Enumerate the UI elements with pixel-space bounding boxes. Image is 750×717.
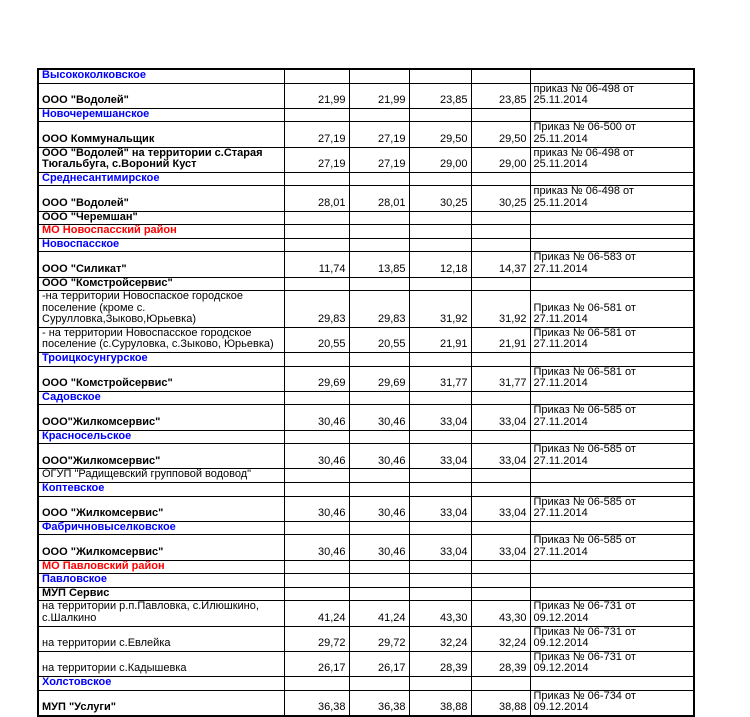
cell-tariff-2: 29,83 — [349, 291, 409, 328]
cell-name: на территории с.Кадышевка — [38, 651, 284, 676]
table-row — [38, 496, 694, 521]
cell-tariff-3: 29,50 — [409, 122, 471, 147]
cell-tariff-3: 30,25 — [409, 186, 471, 211]
cell-tariff-3: 31,92 — [409, 291, 471, 328]
cell-name: Новочеремшанское — [38, 108, 284, 122]
cell-tariff-2 — [349, 108, 409, 122]
cell-order-reference — [530, 277, 694, 291]
cell-order-reference: Приказ № 06-581 от 27.11.2014 — [530, 327, 694, 352]
cell-tariff-1 — [284, 430, 349, 444]
table-row — [38, 366, 694, 391]
cell-order-reference: Приказ № 06-734 от 09.12.2014 — [530, 690, 694, 716]
cell-order-reference: Приказ № 06-731 от 09.12.2014 — [530, 651, 694, 676]
cell-tariff-2: 30,46 — [349, 444, 409, 469]
cell-name: ООО"Жилкомсервис" — [38, 405, 284, 430]
table-row — [38, 444, 694, 469]
cell-tariff-4: 29,00 — [471, 147, 530, 172]
cell-tariff-1: 30,46 — [284, 496, 349, 521]
cell-order-reference — [530, 225, 694, 239]
cell-tariff-1: 30,46 — [284, 444, 349, 469]
table-row — [38, 391, 694, 405]
cell-name: Павловское — [38, 574, 284, 588]
cell-order-reference — [530, 574, 694, 588]
cell-tariff-4: 31,77 — [471, 366, 530, 391]
cell-tariff-3 — [409, 469, 471, 483]
cell-tariff-2 — [349, 69, 409, 83]
table-row — [38, 601, 694, 626]
table-row — [38, 69, 694, 83]
cell-tariff-4 — [471, 391, 530, 405]
cell-order-reference — [530, 211, 694, 225]
cell-tariff-1 — [284, 391, 349, 405]
cell-name: -на территории Новоспаское городское поселение (кроме с. Сурулловка,Зыково,Юрьевка) — [38, 291, 284, 328]
cell-tariff-2: 30,46 — [349, 405, 409, 430]
cell-order-reference: Приказ № 06-731 от 09.12.2014 — [530, 601, 694, 626]
table-row — [38, 122, 694, 147]
cell-order-reference — [530, 238, 694, 252]
cell-tariff-3 — [409, 430, 471, 444]
cell-tariff-1: 30,46 — [284, 535, 349, 560]
cell-tariff-3: 38,88 — [409, 690, 471, 716]
cell-name: Новоспасское — [38, 238, 284, 252]
cell-name: - на территории Новоспасское городское поселение (с.Суруловка, с.Зыково, Юрьевка) — [38, 327, 284, 352]
cell-tariff-2 — [349, 587, 409, 601]
cell-tariff-1 — [284, 469, 349, 483]
cell-tariff-3: 32,24 — [409, 626, 471, 651]
cell-order-reference: Приказ № 06-585 от 27.11.2014 — [530, 444, 694, 469]
cell-tariff-3 — [409, 277, 471, 291]
cell-tariff-2 — [349, 574, 409, 588]
cell-tariff-1: 27,19 — [284, 122, 349, 147]
table-row — [38, 186, 694, 211]
table-row — [38, 587, 694, 601]
cell-tariff-4: 23,85 — [471, 83, 530, 108]
cell-order-reference — [530, 353, 694, 367]
cell-tariff-4 — [471, 560, 530, 574]
table-row — [38, 676, 694, 690]
table-row — [38, 560, 694, 574]
cell-tariff-3: 28,39 — [409, 651, 471, 676]
cell-tariff-1 — [284, 560, 349, 574]
cell-tariff-3 — [409, 225, 471, 239]
cell-tariff-1: 11,74 — [284, 252, 349, 277]
cell-order-reference — [530, 521, 694, 535]
cell-tariff-1: 28,01 — [284, 186, 349, 211]
cell-tariff-2: 30,46 — [349, 535, 409, 560]
cell-tariff-4 — [471, 108, 530, 122]
cell-tariff-1: 26,17 — [284, 651, 349, 676]
cell-tariff-4: 28,39 — [471, 651, 530, 676]
cell-tariff-3: 43,30 — [409, 601, 471, 626]
cell-tariff-2: 41,24 — [349, 601, 409, 626]
cell-order-reference: Приказ № 06-581 от 27.11.2014 — [530, 366, 694, 391]
cell-order-reference: Приказ № 06-585 от 27.11.2014 — [530, 405, 694, 430]
cell-tariff-1: 36,38 — [284, 690, 349, 716]
cell-tariff-4 — [471, 353, 530, 367]
cell-tariff-1 — [284, 587, 349, 601]
cell-order-reference: Приказ № 06-500 от 25.11.2014 — [530, 122, 694, 147]
cell-name: Холстовское — [38, 676, 284, 690]
cell-name: Троицкосунгурское — [38, 353, 284, 367]
table-row — [38, 277, 694, 291]
cell-order-reference — [530, 587, 694, 601]
cell-name: МУП Сервис — [38, 587, 284, 601]
cell-tariff-1: 27,19 — [284, 147, 349, 172]
tariff-table — [37, 68, 695, 717]
cell-tariff-1: 29,72 — [284, 626, 349, 651]
cell-name: ООО"Жилкомсервис" — [38, 444, 284, 469]
cell-tariff-4 — [471, 430, 530, 444]
cell-tariff-1: 29,69 — [284, 366, 349, 391]
cell-tariff-2: 30,46 — [349, 496, 409, 521]
cell-tariff-4 — [471, 69, 530, 83]
cell-tariff-4: 33,04 — [471, 496, 530, 521]
cell-tariff-3: 12,18 — [409, 252, 471, 277]
table-row — [38, 83, 694, 108]
cell-tariff-4 — [471, 521, 530, 535]
cell-name: ООО "Водолей" — [38, 186, 284, 211]
cell-tariff-4 — [471, 277, 530, 291]
cell-tariff-4: 30,25 — [471, 186, 530, 211]
cell-tariff-4: 43,30 — [471, 601, 530, 626]
cell-tariff-4: 32,24 — [471, 626, 530, 651]
cell-tariff-3 — [409, 521, 471, 535]
table-row — [38, 225, 694, 239]
cell-tariff-3 — [409, 587, 471, 601]
cell-tariff-2 — [349, 225, 409, 239]
cell-name: МО Новоспасский район — [38, 225, 284, 239]
cell-tariff-1 — [284, 676, 349, 690]
cell-name: Коптевское — [38, 483, 284, 497]
table-row — [38, 651, 694, 676]
cell-name: на территории р.п.Павловка, с.Илюшкино, с.Шалкино — [38, 601, 284, 626]
cell-name: на территории с.Евлейка — [38, 626, 284, 651]
table-row — [38, 690, 694, 716]
cell-tariff-2 — [349, 521, 409, 535]
cell-tariff-3: 21,91 — [409, 327, 471, 352]
cell-name: ООО "Силикат" — [38, 252, 284, 277]
cell-tariff-2: 29,72 — [349, 626, 409, 651]
tariff-table-body — [38, 69, 694, 716]
table-row — [38, 521, 694, 535]
cell-tariff-2 — [349, 560, 409, 574]
cell-tariff-4 — [471, 587, 530, 601]
cell-name: ООО "Жилкомсервис" — [38, 496, 284, 521]
cell-name: ООО "Водолей" — [38, 83, 284, 108]
cell-tariff-1 — [284, 69, 349, 83]
cell-tariff-4 — [471, 225, 530, 239]
cell-order-reference — [530, 676, 694, 690]
cell-tariff-3 — [409, 172, 471, 186]
cell-tariff-1: 30,46 — [284, 405, 349, 430]
cell-order-reference: Приказ № 06-585 от 27.11.2014 — [530, 535, 694, 560]
cell-order-reference: приказ № 06-498 от 25.11.2014 — [530, 186, 694, 211]
cell-tariff-2: 26,17 — [349, 651, 409, 676]
cell-tariff-2: 36,38 — [349, 690, 409, 716]
table-row — [38, 211, 694, 225]
table-row — [38, 469, 694, 483]
cell-name: Высококолковское — [38, 69, 284, 83]
cell-tariff-3 — [409, 574, 471, 588]
cell-tariff-4: 31,92 — [471, 291, 530, 328]
cell-name: МО Павловский район — [38, 560, 284, 574]
cell-tariff-2: 13,85 — [349, 252, 409, 277]
cell-tariff-3 — [409, 560, 471, 574]
cell-tariff-2 — [349, 353, 409, 367]
cell-name: Фабричновыселковское — [38, 521, 284, 535]
cell-order-reference — [530, 560, 694, 574]
cell-name: ООО "Жилкомсервис" — [38, 535, 284, 560]
cell-tariff-3: 33,04 — [409, 496, 471, 521]
cell-tariff-1 — [284, 108, 349, 122]
cell-tariff-1: 41,24 — [284, 601, 349, 626]
table-row — [38, 574, 694, 588]
cell-tariff-1 — [284, 521, 349, 535]
cell-tariff-1: 20,55 — [284, 327, 349, 352]
cell-order-reference: Приказ № 06-581 от 27.11.2014 — [530, 291, 694, 328]
table-row — [38, 626, 694, 651]
cell-tariff-3: 31,77 — [409, 366, 471, 391]
cell-tariff-4: 21,91 — [471, 327, 530, 352]
cell-name: ООО "Водолей" на территории с.Старая Тюгальбуга, с.Вороний Куст — [38, 147, 284, 172]
table-row — [38, 238, 694, 252]
cell-order-reference — [530, 430, 694, 444]
cell-tariff-3 — [409, 238, 471, 252]
cell-tariff-3 — [409, 353, 471, 367]
cell-tariff-2: 20,55 — [349, 327, 409, 352]
cell-order-reference: приказ № 06-498 от 25.11.2014 — [530, 83, 694, 108]
cell-order-reference: Приказ № 06-585 от 27.11.2014 — [530, 496, 694, 521]
cell-order-reference: приказ № 06-498 от 25.11.2014 — [530, 147, 694, 172]
cell-order-reference: Приказ № 06-583 от 27.11.2014 — [530, 252, 694, 277]
cell-tariff-3 — [409, 483, 471, 497]
cell-tariff-2 — [349, 483, 409, 497]
table-row — [38, 252, 694, 277]
cell-tariff-4: 14,37 — [471, 252, 530, 277]
cell-name: Садовское — [38, 391, 284, 405]
cell-tariff-4: 33,04 — [471, 405, 530, 430]
cell-tariff-1 — [284, 574, 349, 588]
cell-name: ООО Коммунальщик — [38, 122, 284, 147]
cell-tariff-2 — [349, 676, 409, 690]
cell-name: Среднесантимирское — [38, 172, 284, 186]
cell-tariff-3: 29,00 — [409, 147, 471, 172]
cell-tariff-4 — [471, 574, 530, 588]
cell-tariff-1 — [284, 172, 349, 186]
cell-tariff-3 — [409, 391, 471, 405]
cell-tariff-1 — [284, 353, 349, 367]
cell-tariff-3 — [409, 211, 471, 225]
cell-tariff-4 — [471, 483, 530, 497]
cell-tariff-3 — [409, 108, 471, 122]
table-row — [38, 405, 694, 430]
table-row — [38, 172, 694, 186]
cell-tariff-4 — [471, 469, 530, 483]
cell-name: ООО "Черемшан" — [38, 211, 284, 225]
cell-tariff-1 — [284, 483, 349, 497]
cell-order-reference — [530, 469, 694, 483]
cell-tariff-4 — [471, 172, 530, 186]
cell-tariff-3: 23,85 — [409, 83, 471, 108]
cell-tariff-1: 29,83 — [284, 291, 349, 328]
cell-tariff-4 — [471, 676, 530, 690]
cell-name: МУП "Услуги" — [38, 690, 284, 716]
cell-tariff-3: 33,04 — [409, 535, 471, 560]
cell-tariff-4: 33,04 — [471, 535, 530, 560]
cell-tariff-2: 27,19 — [349, 147, 409, 172]
table-row — [38, 535, 694, 560]
cell-tariff-2 — [349, 391, 409, 405]
cell-tariff-3 — [409, 69, 471, 83]
cell-tariff-2 — [349, 238, 409, 252]
cell-tariff-2 — [349, 172, 409, 186]
cell-tariff-1 — [284, 211, 349, 225]
cell-tariff-4: 38,88 — [471, 690, 530, 716]
cell-tariff-2 — [349, 469, 409, 483]
cell-order-reference — [530, 172, 694, 186]
cell-tariff-3 — [409, 676, 471, 690]
cell-name: ОГУП "Радищевский групповой водовод" — [38, 469, 284, 483]
cell-order-reference — [530, 69, 694, 83]
cell-tariff-1 — [284, 238, 349, 252]
table-row — [38, 353, 694, 367]
cell-tariff-2 — [349, 430, 409, 444]
table-row — [38, 108, 694, 122]
cell-tariff-1: 21,99 — [284, 83, 349, 108]
table-row — [38, 430, 694, 444]
cell-tariff-3: 33,04 — [409, 444, 471, 469]
cell-tariff-2 — [349, 277, 409, 291]
cell-name: ООО "Комстройсервис" — [38, 366, 284, 391]
cell-name: Красносельское — [38, 430, 284, 444]
table-row — [38, 327, 694, 352]
table-row — [38, 147, 694, 172]
cell-tariff-2: 21,99 — [349, 83, 409, 108]
table-row — [38, 483, 694, 497]
cell-order-reference — [530, 483, 694, 497]
cell-tariff-3: 33,04 — [409, 405, 471, 430]
cell-tariff-1 — [284, 225, 349, 239]
cell-tariff-4 — [471, 211, 530, 225]
cell-tariff-2: 29,69 — [349, 366, 409, 391]
cell-order-reference: Приказ № 06-731 от 09.12.2014 — [530, 626, 694, 651]
cell-tariff-2: 28,01 — [349, 186, 409, 211]
cell-order-reference — [530, 391, 694, 405]
cell-tariff-1 — [284, 277, 349, 291]
cell-tariff-2: 27,19 — [349, 122, 409, 147]
cell-tariff-4: 29,50 — [471, 122, 530, 147]
cell-name: ООО "Комстройсервис" — [38, 277, 284, 291]
cell-tariff-4 — [471, 238, 530, 252]
table-row — [38, 291, 694, 328]
cell-order-reference — [530, 108, 694, 122]
cell-tariff-4: 33,04 — [471, 444, 530, 469]
cell-tariff-2 — [349, 211, 409, 225]
